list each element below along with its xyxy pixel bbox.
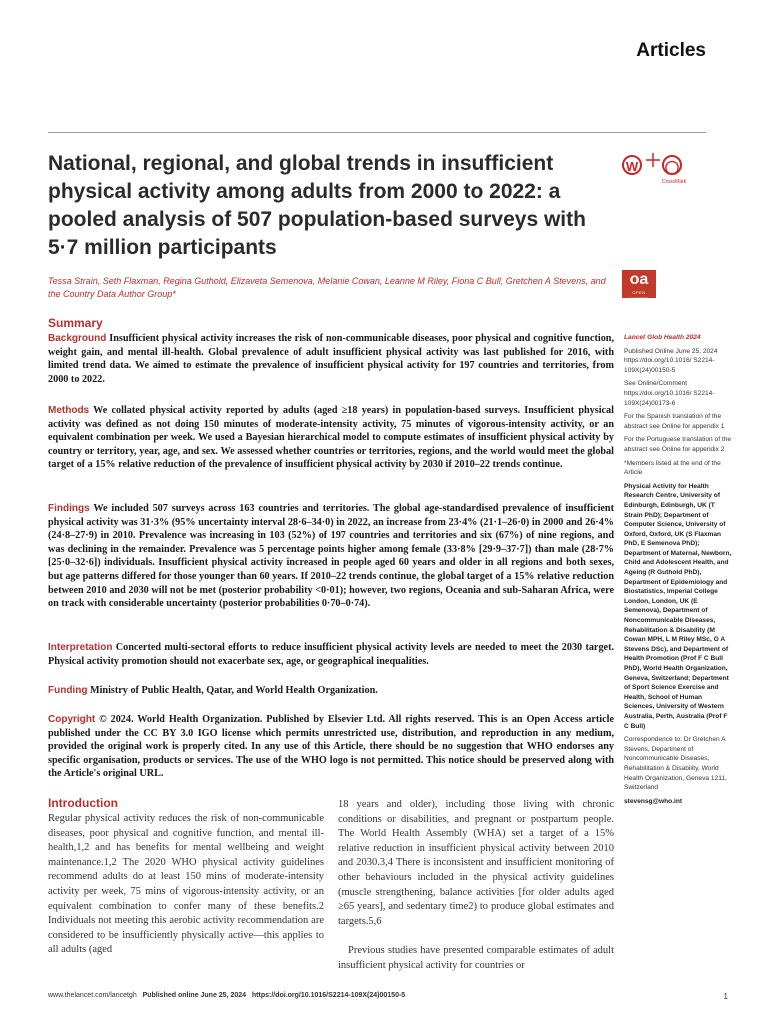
article-title: National, regional, and global trends in insufficient physical activity among adults from 2000 to 2022: a pooled analysis of 507 population-based surveys with 5·7 million participants — [48, 152, 586, 259]
oa-label: oa — [629, 271, 649, 288]
section-label: Articles — [636, 40, 706, 61]
intro-column-2-para-2: Previous studies have presented comparable estimates of adult insufficient physical activity for countries or — [338, 945, 614, 971]
footer-doi-link[interactable]: https://doi.org/10.1016/S2214-109X(24)00150-5 — [251, 992, 406, 999]
open-access-badge — [622, 270, 656, 301]
funding-label: Funding — [48, 685, 88, 696]
author-list: Tessa Strain, Seth Flaxman, Regina Guthold, Elizaveta Semenova, Melanie Cowan, Leanne M Riley, Fiona C Bull, Gretchen A Stevens, and the Country Data Author Group* — [48, 276, 606, 299]
abstract-funding — [48, 684, 614, 698]
copyright-text: © 2024. World Health Organization. Published by Elsevier Ltd. All rights reserved. This is an Open Access article published under the CC BY 3.0 IGO license which permits unrestricted use, distribution, and reproduction in any medium, provided the original work is properly cited. In any use of this Article, there should be no suggestion that WHO endorses any specific organisation, products or services. The use of the WHO logo is not permitted. This notice should be preserved along with the Article's original URL. — [48, 714, 615, 780]
page-number: 1 — [723, 992, 728, 1001]
members-note: *Members listed at the end of the Article — [624, 459, 721, 477]
published-online-note[interactable]: Published Online June 25, 2024 https://doi.org/10.1016/ S2214-109X(24)00150-5 — [624, 347, 718, 374]
intro-column-1: Regular physical activity reduces the risk of non-communicable diseases, poor physical and cognitive function, and mental ill-health,1,2 and has benefits for mental wellbeing and weight maintenance.1,2 The 2020 WHO physical activity guidelines recommend adults do at least 150 mins of moderate-intensity activity per week, 75 mins of vigorous-intensity activity, or an equivalent combination to confer many of these benefits.2 Individuals not meeting this aerobic activity recommendation are considered to be insufficiently physically active—this applies to all adults (aged — [48, 813, 324, 956]
abstract-findings — [48, 502, 614, 611]
abstract-copyright — [48, 713, 614, 781]
journal-citation: Lancet Glob Health 2024 — [624, 334, 701, 341]
findings-text: We included 507 surveys across 163 countries and territories. The global age-standardised prevalence of insufficient physical activity was 31·3% (95% uncertainty interval 28·6–34·0) in 2022, an increase from 23·4% (21·1–26·0) in 2000 and 26·4% (24·8–27·9) in 2010. Prevalence was increasing in 103 (52%) of 197 countries and territories and six (67%) of nine regions, and was declining in the remainder. Prevalence was 5 percentage points higher among female (33·8% [29·9–37·7]) than male (28·7% [25·0–32·6]) individuals. Insufficient physical activity increased in people aged 60 years and older in all regions and both sexes, but age patterns differed for those younger than 60 years. If 2010–22 trends continue, the global target of a 15% relative reduction between 2010 and 2030 will not be met (posterior probability <0·01); however, two regions, Oceania and sub-Saharan Africa, were on track with considerable uncertainty (posterior probabilities 0·70–0·74). — [48, 503, 614, 610]
crossmark-icon[interactable]: ◯ — [662, 155, 682, 175]
footer-published: Published online June 25, 2024 — [142, 992, 247, 999]
methods-label: Methods — [48, 405, 90, 416]
portuguese-translation-note: For the Portuguese translation of the abstract see Online for appendix 2 — [624, 436, 732, 453]
spanish-translation-note: For the Spanish translation of the abstract see Online for appendix 1 — [624, 413, 725, 430]
header-rule — [48, 132, 706, 133]
article-sidebar — [624, 333, 734, 810]
correspondence-email[interactable]: stevensg@who.int — [624, 797, 683, 805]
click-pointer-icon — [646, 153, 660, 167]
correspondence-address: Correspondence to: Dr Gretchen A Stevens, Department of Noncommunicable Diseases, Rehabilitation & Disability, World Health Organization, Geneva 1211, Switzerland — [624, 736, 727, 792]
background-label: Background — [48, 333, 107, 344]
crossmark-label: CrossMark — [662, 179, 687, 185]
summary-heading: Summary — [48, 316, 103, 330]
abstract-background — [48, 332, 614, 386]
interpretation-text: Concerted multi-sectoral efforts to reduce insufficient physical activity levels are needed to meet the 2030 target. Physical activity promotion should not exacerbate sex, age, or geographical inequalities. — [48, 642, 615, 667]
author-affiliations: Physical Activity for Health Research Centre, University of Edinburgh, Edinburgh, UK (T Strain PhD); Department of Computer Science, University of Oxford, Oxford, UK (S Flaxman PhD, E Semenova PhD); Department of Maternal, Newborn, Child and Adolescent Health, and Ageing (R Guthold PhD), Department of Epidemiology and Biostatistics, Imperial College London, London, UK (E Semenova), Department of Noncommunicable Diseases, Rehabilitation & Disability (M Cowan MPH, L M Riley MSc, G A Stevens DSc), and Department of Health Promotion (Prof F C Bull PhD), World Health Organization, Geneva, Switzerland; Department of Sport Science Exercise and Health, School of Human Sciences, University of Western Australia, Perth, Australia (Prof F C Bull) — [624, 482, 732, 730]
background-text: Insufficient physical activity increases the risk of non-communicable diseases, poor physical and cognitive function, weight gain, and mental ill-health. Global prevalence of adult insufficient physical activity was last published for 2016, with limited trend data. We aimed to estimate the prevalence of insufficient physical activity for 197 countries and territories, from 2000 to 2022. — [48, 333, 614, 385]
funding-text: Ministry of Public Health, Qatar, and World Health Organization. — [89, 685, 378, 696]
interpretation-label: Interpretation — [48, 642, 113, 653]
page-footer — [48, 992, 405, 999]
findings-label: Findings — [48, 503, 90, 514]
oa-sublabel: OPEN ACCESS — [629, 290, 649, 301]
introduction-heading: Introduction — [48, 796, 118, 810]
see-online-comment[interactable]: See Online/Comment https://doi.org/10.1016/ S2214-109X(24)00173-6 — [624, 380, 715, 407]
article-badges — [622, 153, 702, 189]
copyright-label: Copyright — [48, 714, 96, 725]
methods-text: We collated physical activity reported by adults (aged ≥18 years) in population-based surveys. Insufficient physical activity was defined as not doing 150 minutes of moderate-intensity activity, 75 minutes of vigorous-intensity activity, or an equivalent combination per week. We used a Bayesian hierarchical model to compute estimates of insufficient physical activity by country or territory, year, age, and sex. We assessed whether countries or territories, regions, and the world would meet the global target of a 15% relative reduction of the prevalence of insufficient physical activity by 2030 if 2010–22 trends continue. — [48, 405, 614, 471]
abstract-interpretation — [48, 641, 614, 668]
footer-site-link[interactable]: www.thelancet.com/lancetgh — [48, 992, 137, 999]
intro-column-2: 18 years and older), including those living with chronic conditions or disabilities, and pregnant or postpartum people. The World Health Assembly (WHA) set a target of a 15% relative reduction in insufficient physical activity between 2010 and 2030.3,4 There is inconsistent and insufficient monitoring of other behaviours included in the physical activity guidelines (muscle strengthening, balance activities [for older adults aged ≥65 years], and sedentary time2) to produce global estimates and targets.5,6 — [338, 799, 614, 927]
open-access-icon[interactable]: W — [622, 155, 642, 175]
abstract-methods — [48, 404, 614, 472]
